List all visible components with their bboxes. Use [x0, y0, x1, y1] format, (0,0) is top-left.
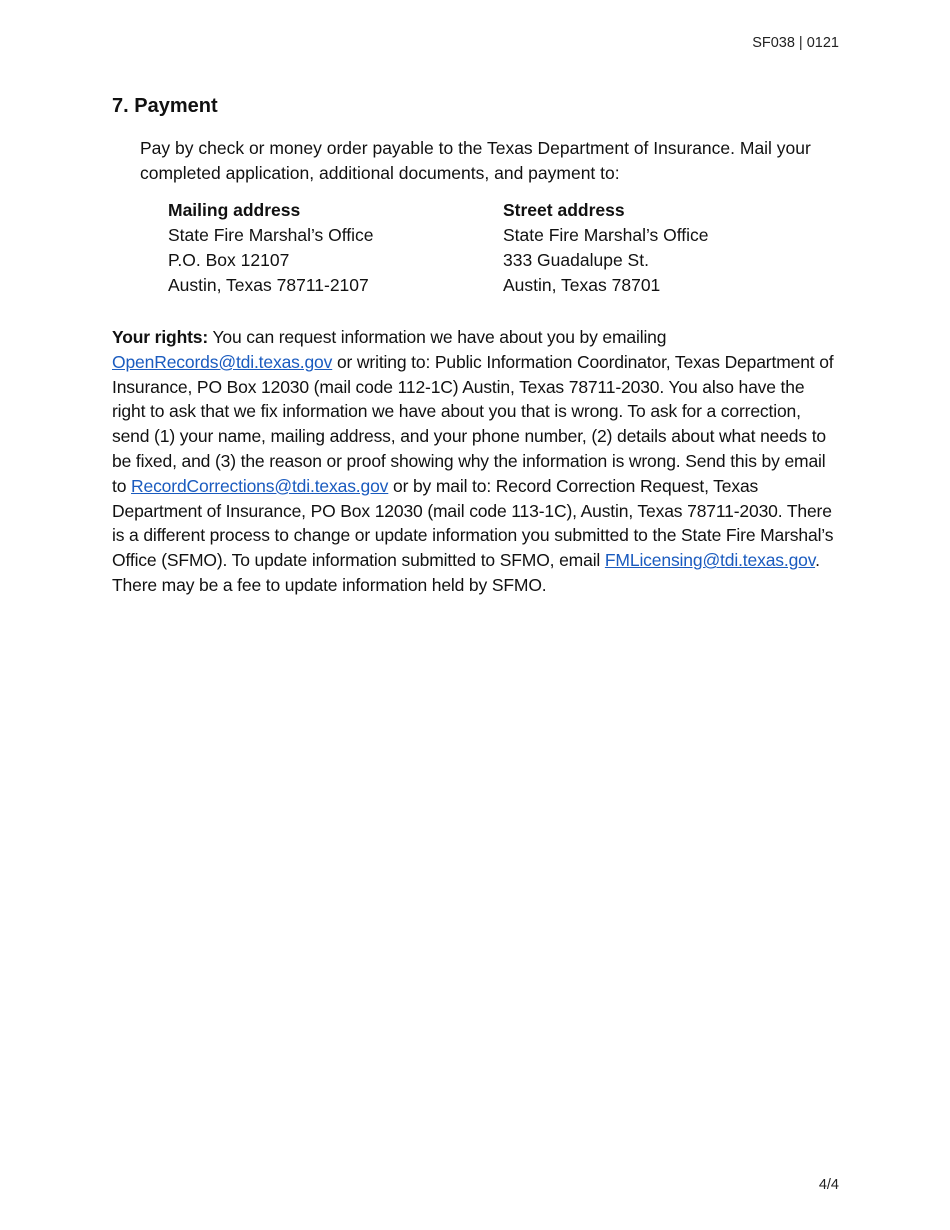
your-rights-label: Your rights:: [112, 327, 209, 347]
section-title: 7. Payment: [112, 95, 218, 117]
street-address: [503, 198, 709, 298]
rights-text: . There may be a fee to update information held by SFMO.: [112, 550, 820, 595]
payment-instructions: Pay by check or money order payable to the Texas Department of Insurance. Mail your completed application, additional documents, and payment to:: [140, 138, 811, 183]
street-address-line: State Fire Marshal’s Office: [503, 225, 709, 245]
fm-licensing-email-link[interactable]: FMLicensing@tdi.texas.gov: [604, 550, 816, 571]
mailing-address-line: P.O. Box 12107: [168, 250, 290, 270]
open-records-email-link[interactable]: OpenRecords@tdi.texas.gov: [112, 351, 333, 372]
rights-text: or writing to: Public Information Coordinator, Texas Department of Insurance, PO Box 12030 (mail code 112-1C) Austin, Texas 78711-2030. You also have the right to ask that we fix information we have about you that is wrong. To ask for a correction, send (1) your name, mailing address, and your phone number, (2) details about what needs to be fixed, and (3) the reason or proof showing why the information is wrong. Send this by email to: [112, 351, 834, 496]
mailing-address: [168, 198, 374, 298]
rights-text: You can request information we have about you by emailing: [208, 327, 667, 347]
rights-text: or by mail to: Record Correction Request, Texas Department of Insurance, PO Box 12030 (mail code 113-1C), Austin, Texas 78711-2030. There is a different process to change or update information you submitted to the State Fire Marshal’s Office (SFMO). To update information submitted to SFMO, email: [112, 475, 834, 571]
form-code: SF038 | 0121: [752, 35, 839, 51]
mailing-address-line: State Fire Marshal’s Office: [168, 225, 374, 245]
mailing-address-line: Austin, Texas 78711-2107: [168, 275, 369, 295]
your-rights-paragraph: [112, 325, 838, 598]
street-address-line: Austin, Texas 78701: [503, 275, 661, 295]
street-address-heading: Street address: [503, 200, 625, 220]
street-address-line: 333 Guadalupe St.: [503, 250, 649, 270]
mailing-address-heading: Mailing address: [168, 200, 301, 220]
record-corrections-email-link[interactable]: RecordCorrections@tdi.texas.gov: [131, 475, 389, 496]
page-number: 4/4: [818, 1177, 839, 1193]
